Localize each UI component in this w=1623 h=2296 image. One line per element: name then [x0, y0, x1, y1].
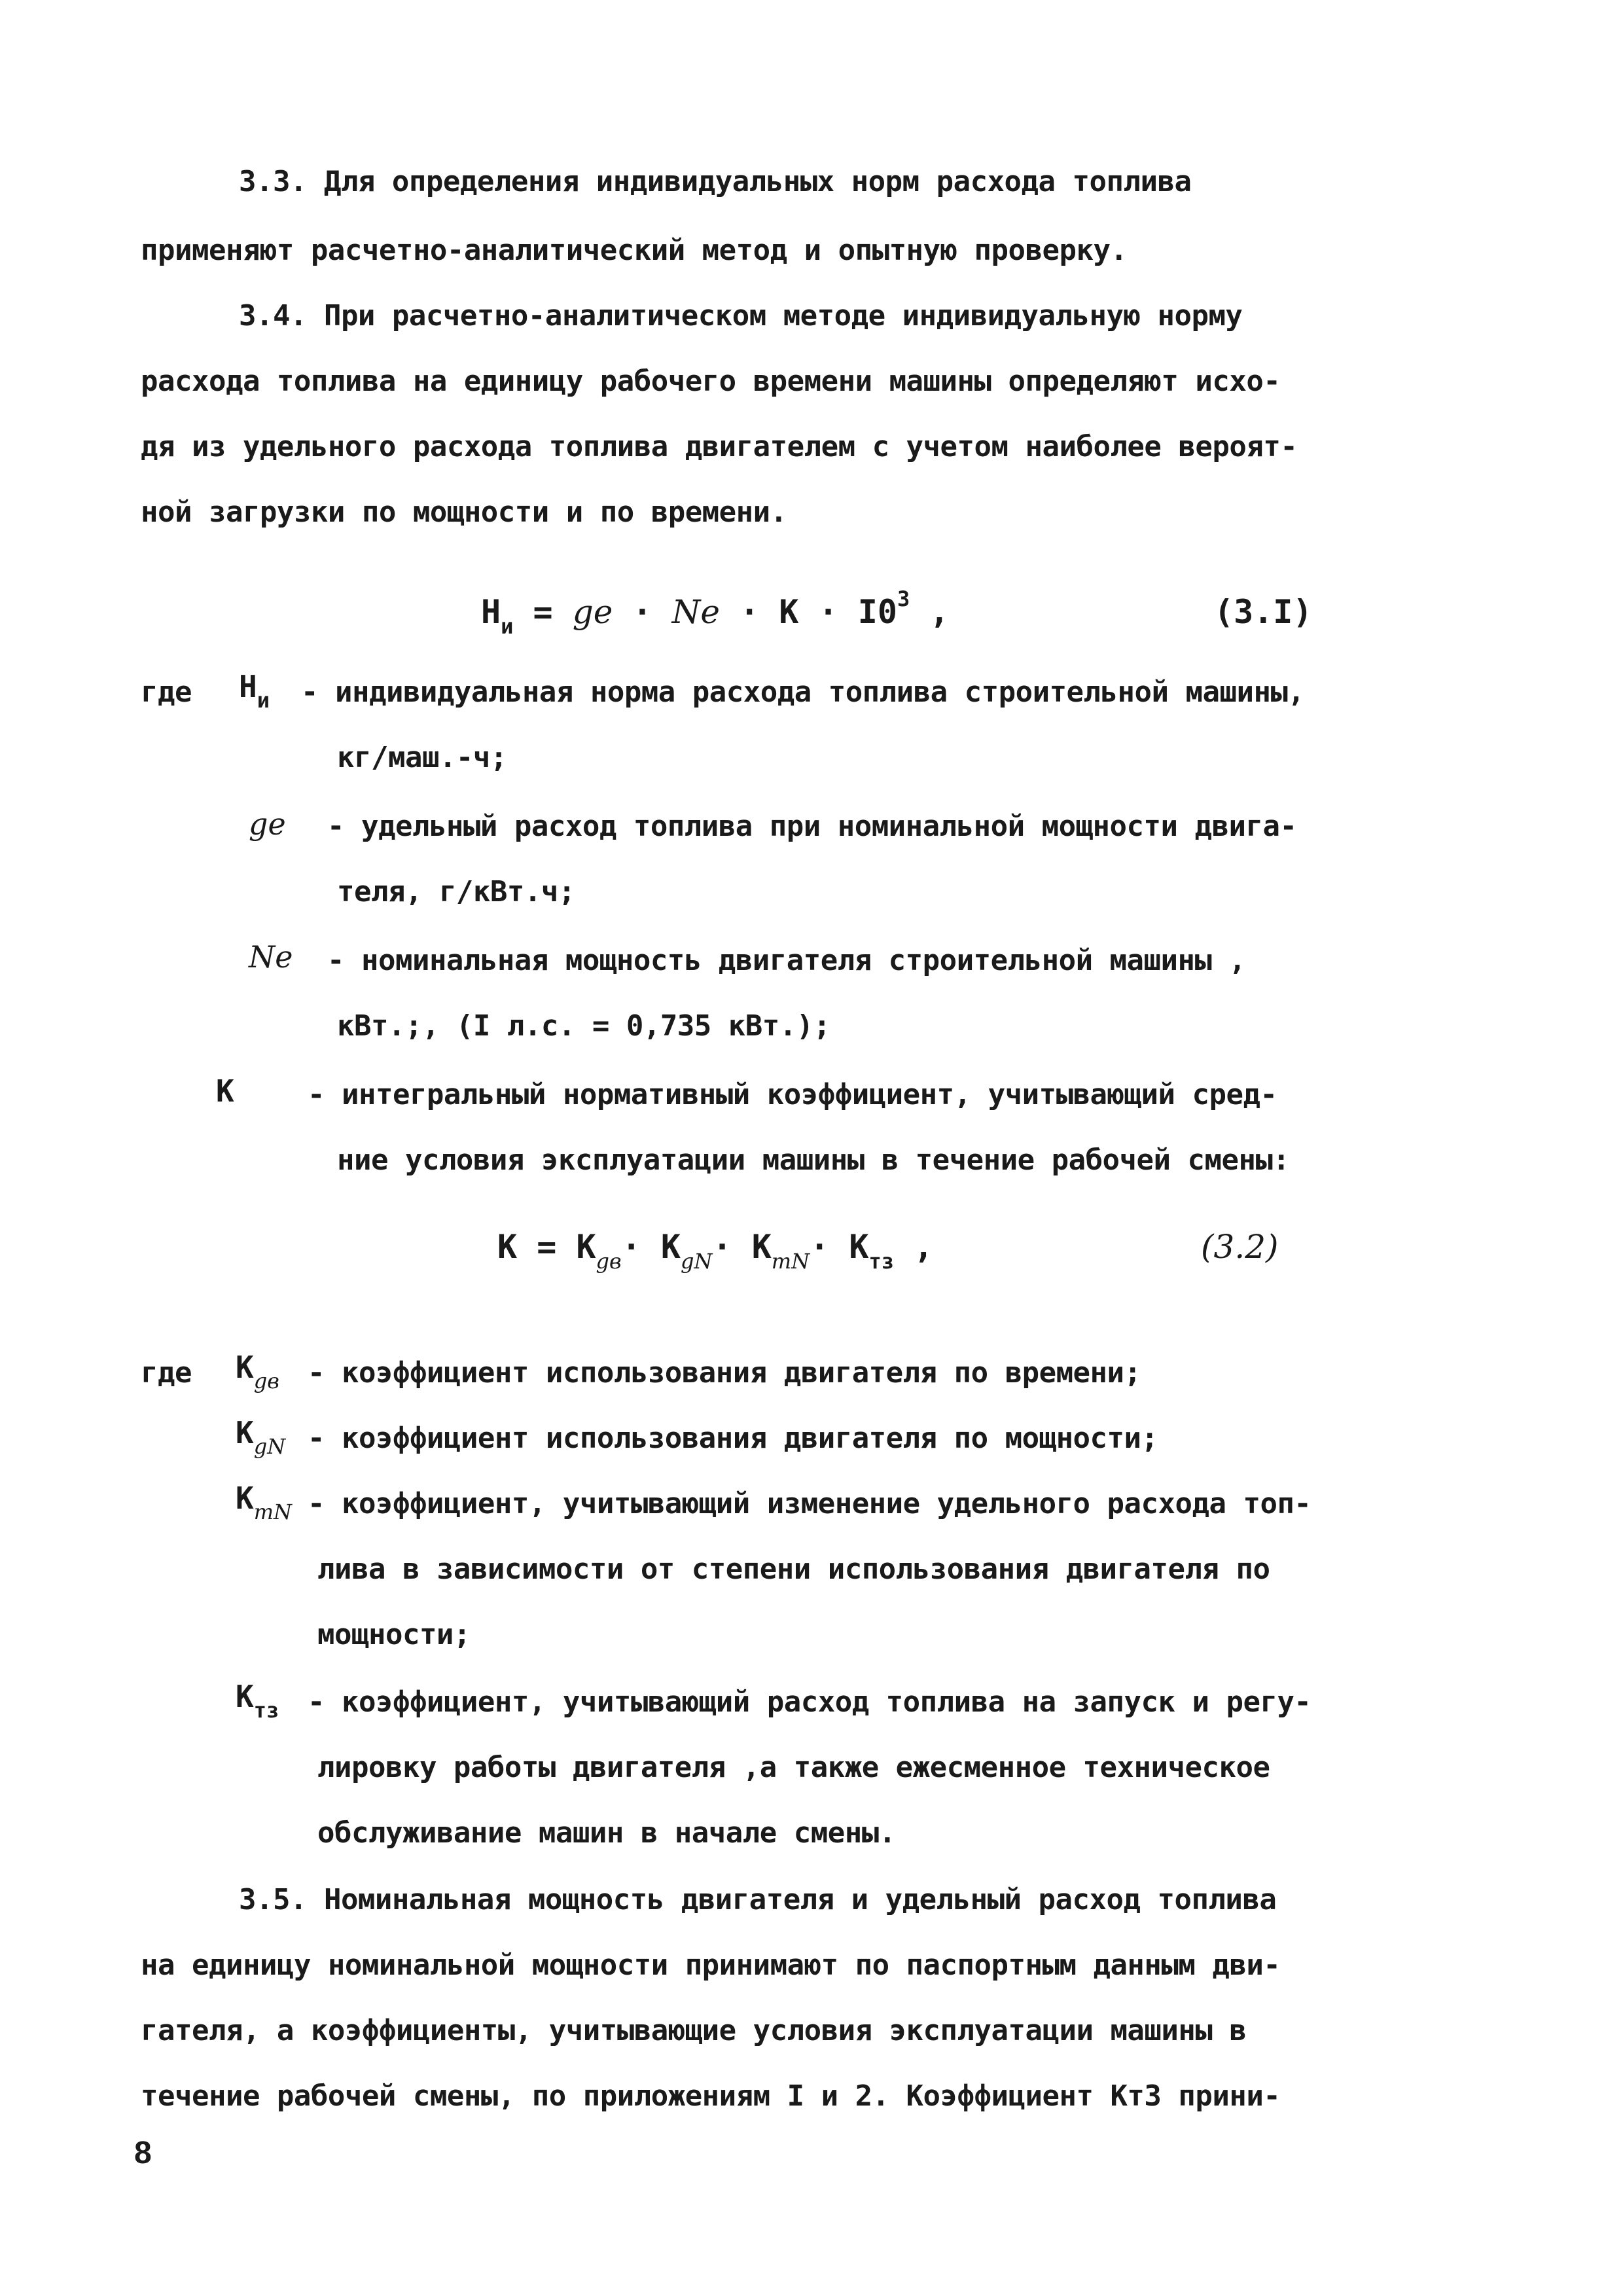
term-ge: ge — [249, 806, 286, 842]
paragraph-3-5-line-1: 3.5. Номинальная мощность двигателя и удельный расход топлива — [239, 1883, 1277, 1916]
def-ktz-line-3: обслуживание машин в начале смены. — [317, 1816, 896, 1850]
formula-k: К — [779, 593, 799, 631]
def-ktn-line-2: лива в зависимости от степени использования двигателя по — [317, 1552, 1270, 1586]
formula-dot: · — [632, 593, 652, 631]
paragraph-3-5-line-4: течение рабочей смены, по приложениям I и 2. Коэффициент Кт3 прини- — [141, 2079, 1281, 2113]
formula-3-2-number: (3.2) — [1201, 1228, 1279, 1266]
formula-ge: ge — [572, 593, 613, 631]
term-kgn: $К_{gN}$ — [236, 1415, 286, 1459]
formula-comma: , — [929, 593, 950, 631]
formula-eq: = — [537, 1228, 557, 1266]
where-label-2: где — [141, 1356, 192, 1390]
formula-lhs: Н — [481, 593, 501, 631]
def-ne-line-2: кВт.;, (I л.с. = 0,735 кВт.); — [337, 1009, 830, 1043]
def-kgv: - коэффициент использования двигателя по времени; — [308, 1356, 1141, 1390]
formula-3-2: $К = К_{gв}\cdot К_{gN}\cdot К_{тN}\cdot К_{тз}$ , — [497, 1228, 934, 1274]
formula-3-1-number: (3.I) — [1214, 593, 1313, 631]
term-ne: Ne — [249, 939, 293, 975]
formula-exponent: 3 — [897, 586, 910, 611]
paragraph-3-4-line-1: 3.4. При расчетно-аналитическом методе индивидуальную норму — [239, 299, 1243, 332]
def-ktz-line-1: - коэффициент, учитывающий расход топлива на запуск и регу- — [308, 1685, 1311, 1719]
def-ktz-line-2: лировку работы двигателя ,а также ежесменное техническое — [317, 1751, 1270, 1784]
formula-eq: = — [533, 593, 553, 631]
term-kgv: $К_{gв}$ — [236, 1350, 279, 1393]
formula-dot: · — [818, 593, 838, 631]
term-k: К — [216, 1073, 234, 1109]
def-ne-line-1: - номинальная мощность двигателя строительной машины , — [327, 944, 1246, 977]
def-hi-line-1: - индивидуальная норма расхода топлива строительной машины, — [301, 675, 1305, 709]
paragraph-3-4-line-3: дя из удельного расхода топлива двигателем с учетом наиболее вероят- — [141, 430, 1298, 463]
term-ktn: $К_{тN}$ — [236, 1480, 293, 1524]
formula-ne: Ne — [671, 593, 720, 631]
paragraph-3-5-line-3: гателя, а коэффициенты, учитывающие условия эксплуатации машины в — [141, 2014, 1247, 2047]
def-k-line-1: - интегральный нормативный коэффициент, учитывающий сред- — [308, 1078, 1277, 1111]
formula-dot: · — [740, 593, 760, 631]
paragraph-3-5-line-2: на единицу номинальной мощности принимают по паспортным данным дви- — [141, 1948, 1281, 1982]
formula-k: К — [497, 1228, 518, 1266]
paragraph-3-4-line-4: ной загрузки по мощности и по времени. — [141, 495, 787, 529]
term-ktz: $К_{тз}$ — [236, 1679, 279, 1723]
paragraph-3-3-line-2: применяют расчетно-аналитический метод и опытную проверку. — [141, 234, 1128, 267]
term-hi: $Н_и$ — [239, 669, 270, 713]
paragraph-3-3-line-1: 3.3. Для определения индивидуальных норм расхода топлива — [239, 165, 1192, 198]
def-hi-line-2: кг/маш.-ч; — [337, 741, 507, 774]
def-ge-line-1: - удельный расход топлива при номинальной мощности двига- — [327, 810, 1297, 843]
def-k-line-2: ние условия эксплуатации машины в течение рабочей смены: — [337, 1143, 1290, 1177]
formula-ten: I0 — [857, 593, 897, 631]
formula-3-1 — [481, 586, 950, 639]
page-number: 8 — [134, 2136, 152, 2170]
paragraph-3-4-line-2: расхода топлива на единицу рабочего времени машины определяют исхо- — [141, 365, 1281, 398]
def-kgn: - коэффициент использования двигателя по мощности; — [308, 1422, 1158, 1455]
def-ktn-line-1: - коэффициент, учитывающий изменение удельного расхода топ- — [308, 1487, 1311, 1520]
def-ge-line-2: теля, г/кВт.ч; — [337, 875, 575, 908]
def-ktn-line-3: мощности; — [317, 1618, 471, 1651]
where-label: где — [141, 675, 192, 709]
formula-lhs-sub: и — [501, 614, 514, 639]
